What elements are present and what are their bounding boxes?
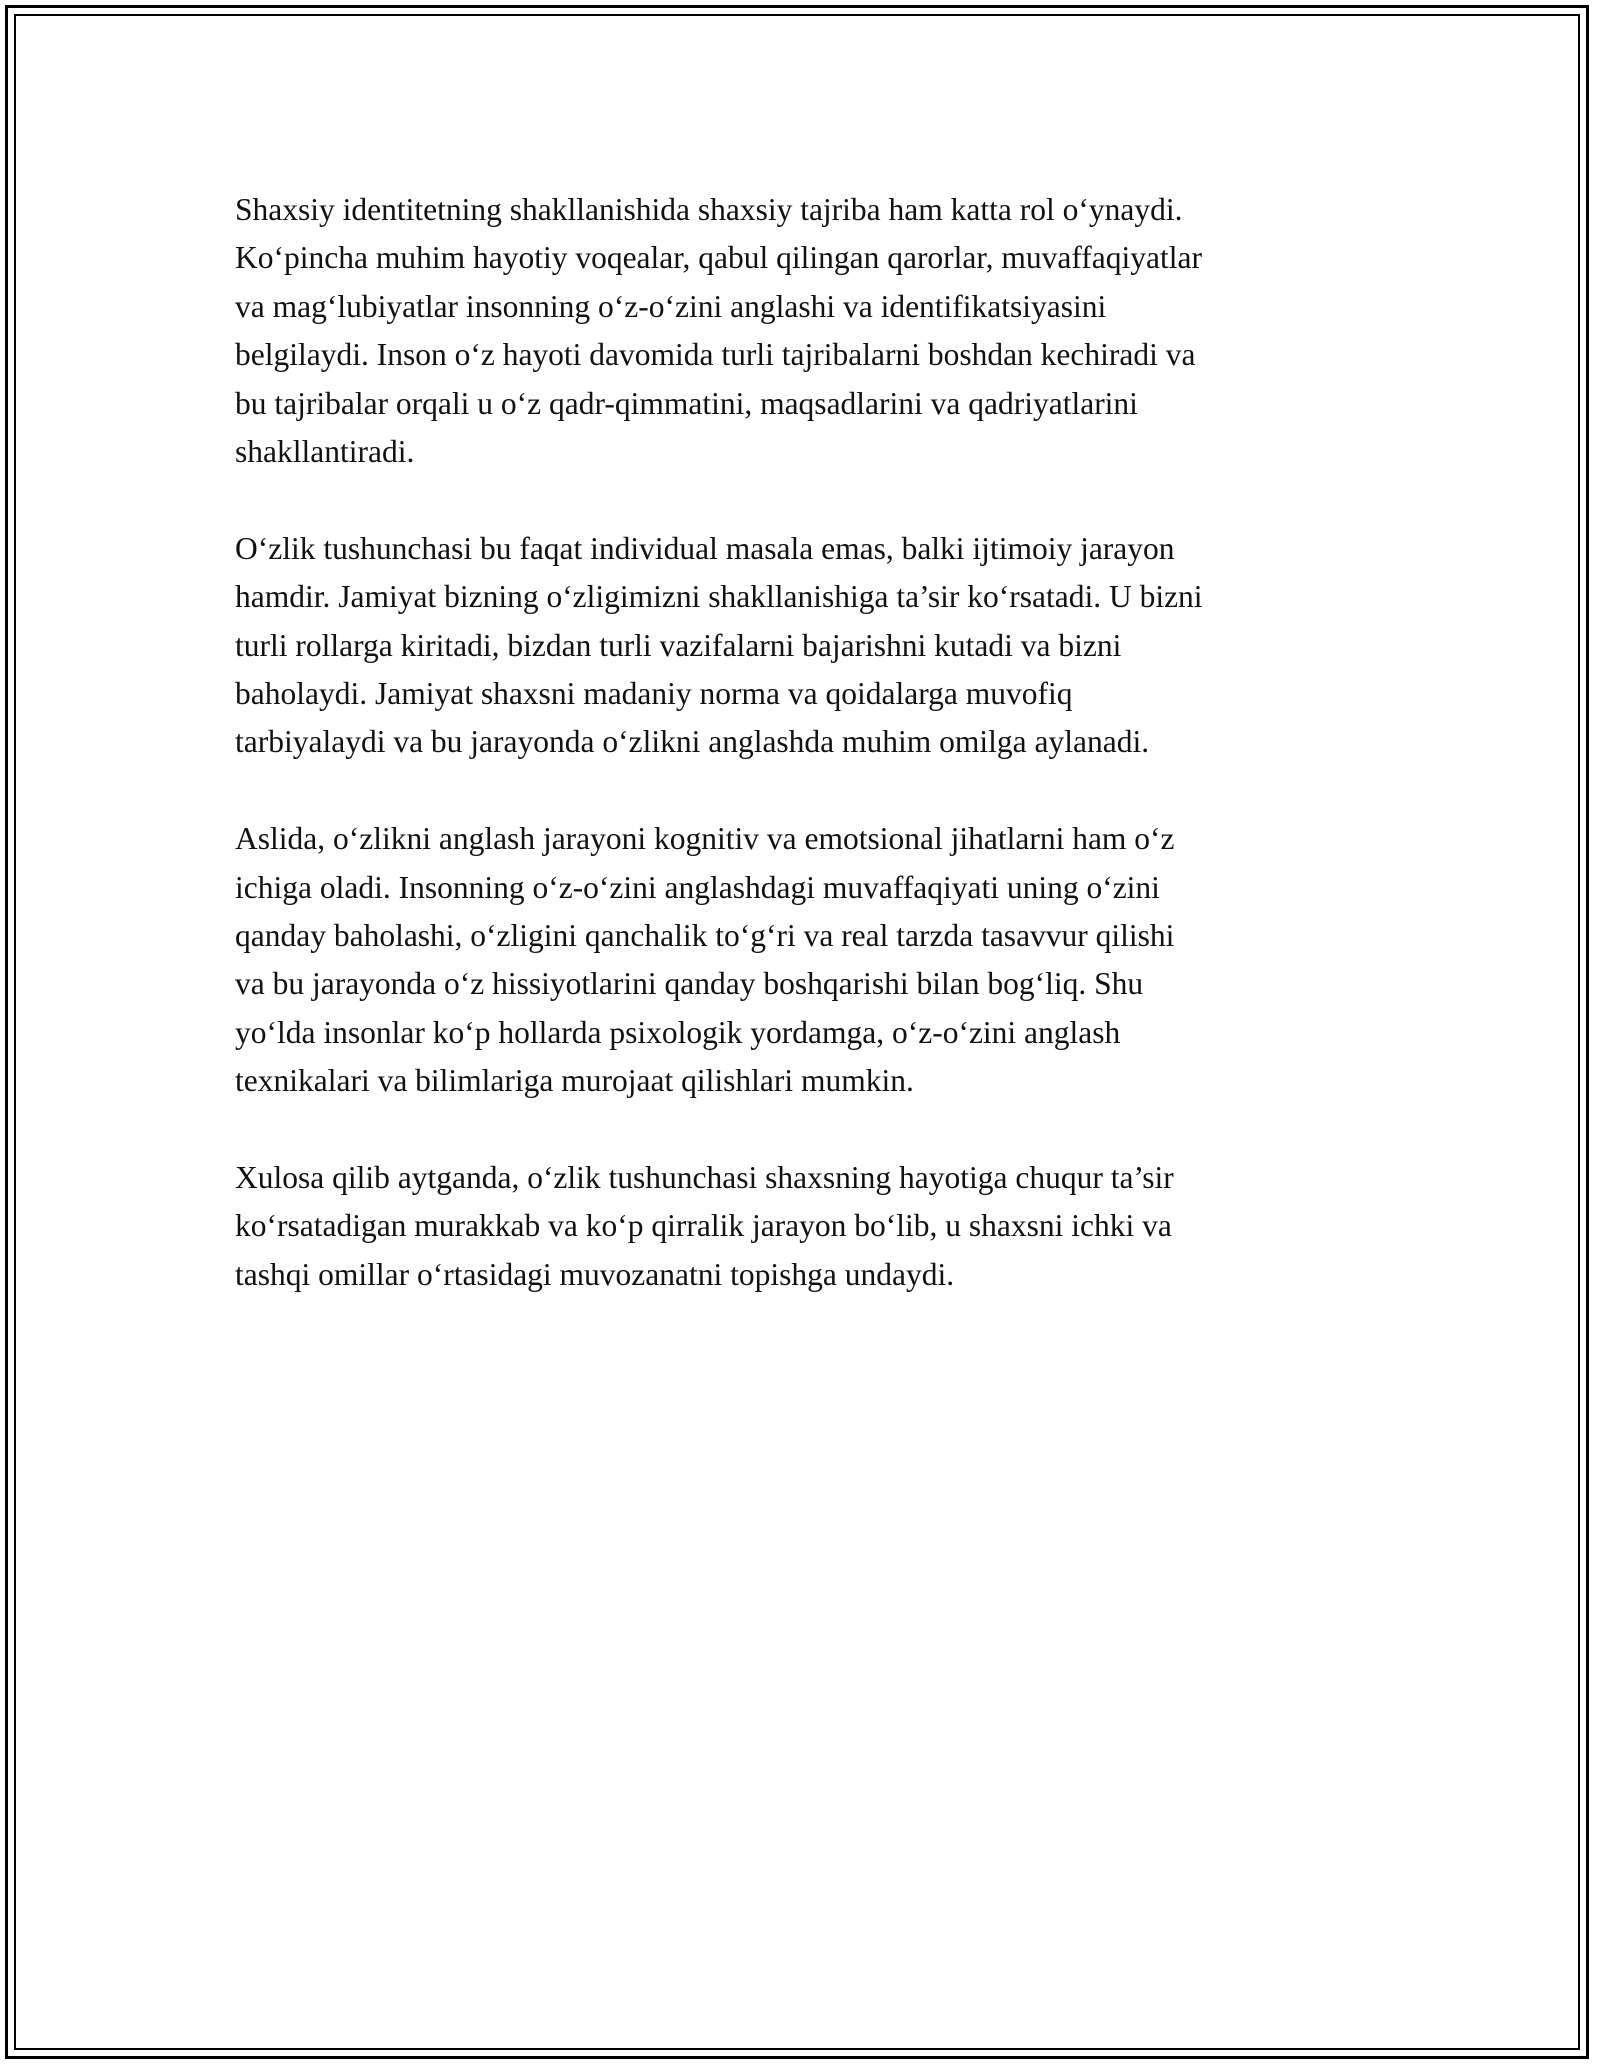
document-body [235, 186, 1385, 1299]
text-line: texnikalari va bilimlariga murojaat qilishlari mumkin. [235, 1063, 914, 1099]
paragraph-3 [235, 815, 1385, 1105]
paragraph-1 [235, 186, 1385, 476]
text-line: Shaxsiy identitetning shakllanishida shaxsiy tajriba ham katta rol o‘ynaydi. [235, 192, 1183, 227]
text-line: Xulosa qilib aytganda, o‘zlik tushunchasi shaxsning hayotiga chuqur ta’sir [235, 1160, 1174, 1196]
text-line: hamdir. Jamiyat bizning o‘zligimizni shakllanishiga ta’sir ko‘rsatadi. U bizni [235, 579, 1203, 615]
text-line: Aslida, o‘zlikni anglash jarayoni kognitiv va emotsional jihatlarni ham o‘z [235, 821, 1175, 857]
text-line: yo‘lda insonlar ko‘p hollarda psixologik yordamga, o‘z-o‘zini anglash [235, 1014, 1121, 1050]
text-line: va bu jarayonda o‘z hissiyotlarini qanday boshqarishi bilan bog‘liq. Shu [235, 966, 1144, 1002]
text-line: va mag‘lubiyatlar insonning o‘z-o‘zini anglashi va identifikatsiyasini [235, 288, 1107, 324]
text-line: ko‘rsatadigan murakkab va ko‘p qirralik jarayon bo‘lib, u shaxsni ichki va [235, 1208, 1172, 1244]
text-line: O‘zlik tushunchasi bu faqat individual masala emas, balki ijtimoiy jarayon [235, 530, 1175, 566]
text-line: turli rollarga kiritadi, bizdan turli vazifalarni bajarishni kutadi va bizni [235, 627, 1122, 663]
text-line: bu tajribalar orqali u o‘z qadr-qimmatini, maqsadlarini va qadriyatlarini [235, 385, 1138, 421]
text-line: Ko‘pincha muhim hayotiy voqealar, qabul qilingan qarorlar, muvaffaqiyatlar [235, 240, 1202, 276]
text-line: ichiga oladi. Insonning o‘z-o‘zini anglashdagi muvaffaqiyati uning o‘zini [235, 869, 1160, 905]
text-line: tashqi omillar o‘rtasidagi muvozanatni topishga undaydi. [235, 1256, 955, 1292]
text-line: qanday baholashi, o‘zligini qanchalik to‘g‘ri va real tarzda tasavvur qilishi [235, 918, 1175, 954]
paragraph-2 [235, 525, 1385, 767]
text-line: shakllantiradi. [235, 434, 415, 470]
text-line: belgilaydi. Inson o‘z hayoti davomida turli tajribalarni boshdan kechiradi va [235, 337, 1196, 373]
paragraph-4 [235, 1154, 1385, 1299]
text-line: baholaydi. Jamiyat shaxsni madaniy norma va qoidalarga muvofiq [235, 676, 1073, 712]
text-line: tarbiyalaydi va bu jarayonda o‘zlikni anglashda muhim omilga aylanadi. [235, 724, 1150, 760]
